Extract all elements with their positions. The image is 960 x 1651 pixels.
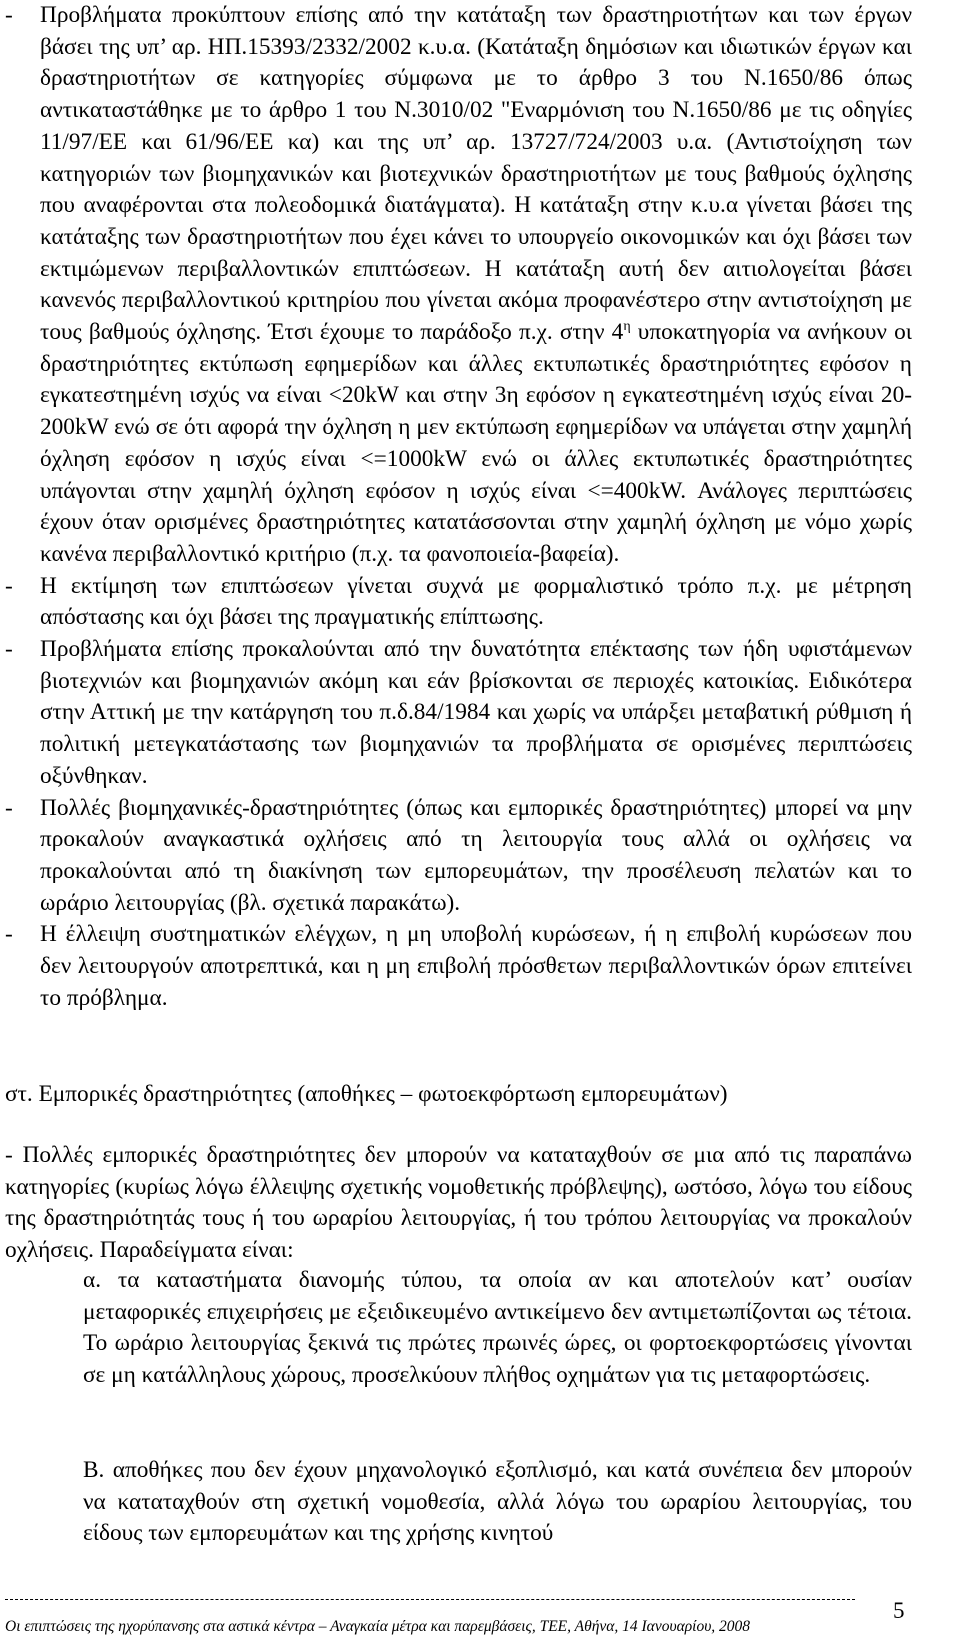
example-item-b: Β. αποθήκες που δεν έχουν μηχανολογικό εξοπλισμό, και κατά συνέπεια δεν μπορούν να καταταχθούν στη σχετική νομοθεσία, αλλά λόγω του ωραρίου λειτουργίας, του είδους των εμπορευμάτων και της χρήσης κινητού [83, 1457, 912, 1547]
list-item-text: Προβλήματα προκύπτουν επίσης από την κατάταξη των δραστηριοτήτων και των έργων βάσει της υπ’ αρ. ΗΠ.15393/2332/2002 κ.υ.α. (Κατάταξη δημόσιων και ιδιωτικών έργων και δραστηριοτήτων σε κατηγορίες σύμφωνα με το άρθρο 3 του Ν.1650/86 όπως αντικαταστάθηκε με το άρθρο 1 του Ν.3010/02 "Εναρμόνιση του Ν.1650/86 με τις οδηγίες 11/97/ΕΕ και 61/96/ΕΕ κα) και της υπ’ αρ. 13727/724/2003 υ.α. (Αντιστοίχηση των κατηγοριών των βιομηχανικών και βιοτεχνικών δραστηριοτήτων με τους βαθμούς όχλησης που αναφέρονται στα πολεοδομικά διατάγματα). Η κατάταξη στην κ.υ.α γίνεται βάσει της κατάταξης των δραστηριοτήτων που έχει κάνει το υπουργείο οικονομικών και όχι βάσει των εκτιμώμενων περιβαλλοντικών επιπτώσεων. Η κατάταξη αυτή δεν αιτιολογείται βάσει κανενός περιβαλλοντικού κριτηρίου που γίνεται ακόμα προφανέστερο στην αντιστοίχηση με τους βαθμούς όχλησης. Έτσι έχουμε το παράδοξο π.χ. στην 4 [40, 2, 912, 346]
list-item [5, 919, 912, 1014]
list-dash: - [5, 921, 13, 948]
list-item-text: Η έλλειψη συστηματικών ελέγχων, η μη υποβολή κυρώσεων, ή η επιβολή κυρώσεων που δεν λειτουργούν αποτρεπτικά, και η μη επιβολή πρόσθετων περιβαλλοντικών όρων επιτείνει το πρόβλημα. [40, 921, 912, 1011]
list-dash: - [5, 2, 13, 28]
list-item [5, 0, 912, 571]
issues-list [5, 0, 912, 1015]
list-dash: - [5, 636, 13, 663]
list-item-text: Η εκτίμηση των επιπτώσεων γίνεται συχνά με φορμαλιστικό τρόπο π.χ. με μέτρηση απόστασης και όχι βάσει της πραγματικής επίπτωσης. [40, 572, 912, 631]
superscript: η [623, 319, 631, 335]
list-item-text: Προβλήματα επίσης προκαλούνται από την δυνατότητα επέκτασης των ήδη υφιστάμενων βιοτεχνιών και βιομηχανιών ακόμη και εάν βρίσκονται σε περιοχές κατοικίας. Ειδικότερα στην Αττική με την κατάργηση του π.δ.84/1984 και χωρίς να υπάρξει μεταβατική ρύθμιση ή πολιτική μετεγκατάστασης των βιομηχανιών τα προβλήματα σε ορισμένες περιπτώσεις οξύνθηκαν. [40, 636, 912, 789]
section-paragraph: - Πολλές εμπορικές δραστηριότητες δεν μπορούν να καταταχθούν σε μια από τις παραπάνω κατηγορίες (κυρίως λόγω έλλειψης σχετικής νομοθετικής πρόβλεψης), ωστόσο, λόγω του είδους της δραστηριότητάς τους ή του ωραρίου λειτουργίας, ή του τρόπου λειτουργίας να προκαλούν οχλήσεις. Παραδείγματα είναι: [5, 1142, 912, 1264]
footer-divider [5, 1599, 855, 1600]
list-item [5, 571, 912, 634]
list-item [5, 793, 912, 920]
section-heading: στ. Εμπορικές δραστηριότητες (αποθήκες – φωτοεκφόρτωση εμπορευμάτων) [5, 1081, 728, 1107]
list-dash: - [5, 794, 13, 821]
list-item-text: Πολλές βιομηχανικές-δραστηριότητες (όπως και εμπορικές δραστηριότητες) μπορεί να μην προκαλούν αναγκαστικά οχλήσεις από τη λειτουργία τους αλλά οι οχλήσεις να προκαλούνται από τη διακίνηση των εμπορευμάτων, την προσέλευση πελατών και το ωράριο λειτουργίας (βλ. σχετικά παρακάτω). [40, 794, 912, 916]
example-item-a: α. τα καταστήματα διανομής τύπου, τα οποία αν και αποτελούν κατ’ ουσίαν μεταφορικές επιχειρήσεις με εξειδικευμένο αντικείμενο δεν αντιμετωπίζονται ως τέτοια. Το ωράριο λειτουργίας ξεκινά τις πρώτες πρωινές ώρες, οι φορτοεκφορτώσεις γίνονται σε μη κατάλληλους χώρους, προσελκύουν πλήθος οχημάτων για τις μεταφορτώσεις. [83, 1267, 912, 1389]
list-item-text-continued: υποκατηγορία να ανήκουν οι δραστηριότητες εκτύπωση εφημερίδων και άλλες εκτυπωτικές δραστηριότητες εφόσον η εγκατεστημένη ισχύς να είναι <20kW και στην 3η εφόσον η εγκατεστημένη ισχύς είναι 20-200kW ενώ σε ότι αφορά την όχληση η μεν εκτύπωση εφημερίδων να υπάγεται στην χαμηλή όχληση εφόσον η ισχύς είναι <=1000kW ενώ οι άλλες εκτυπωτικές δραστηριότητες υπάγονται στην χαμηλή όχληση εφόσον η ισχύς είναι <=400kW. Ανάλογες περιπτώσεις έχουν όταν ορισμένες δραστηριότητες κατατάσσονται στην χαμηλή όχληση με νόμο χωρίς κανένα περιβαλλοντικό κριτήριο (π.χ. τα φανοποιεία-βαφεία). [40, 319, 913, 567]
list-item [5, 634, 912, 793]
footer-citation: Οι επιπτώσεις της ηχορύπανσης στα αστικά κέντρα – Αναγκαία μέτρα και παρεμβάσεις, ΤΕΕ, Αθήνα, 14 Ιανουαρίου, 2008 [5, 1618, 751, 1635]
list-dash: - [5, 572, 13, 599]
page-number: 5 [893, 1598, 905, 1623]
